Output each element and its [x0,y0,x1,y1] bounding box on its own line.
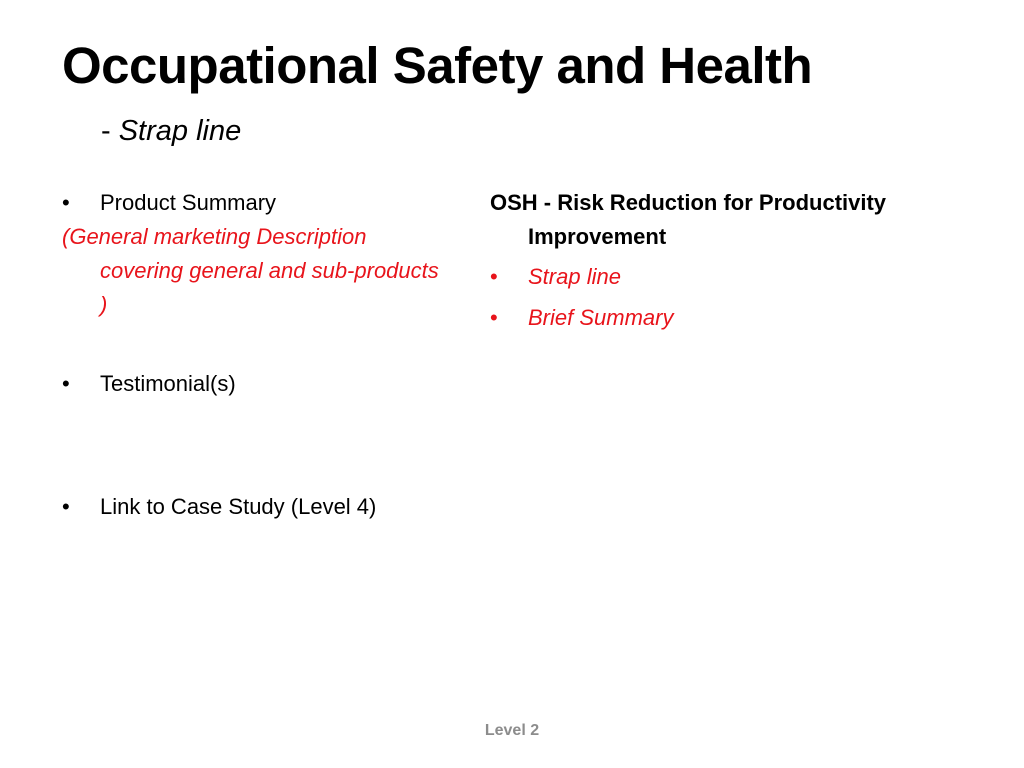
bullet-icon: • [62,371,70,396]
product-heading: OSH - Risk Reduction for Productivity Improvement [490,190,887,249]
list-item-brief-summary [490,301,960,335]
right-column [490,186,960,342]
bullet-icon: • [62,494,70,519]
testimonials-label: Testimonial(s) [100,371,236,396]
list-item-testimonials [62,367,452,401]
left-column [62,186,452,524]
strap-line-label: Strap line [528,264,621,289]
bullet-icon: • [62,190,70,215]
subtitle-dash: - [101,115,119,147]
list-item-strap-line [490,260,960,294]
slide-title: Occupational Safety and Health [62,37,813,94]
subtitle-text: Strap line [118,115,242,147]
product-summary-label: Product Summary [100,190,277,215]
bullet-icon: • [490,305,498,330]
case-study-link-label: Link to Case Study (Level 4) [100,494,377,519]
product-description: (General marketing Description covering general and sub-products ) [62,224,439,317]
bullet-icon: • [490,264,498,289]
footer-level-label: Level 2 [484,722,540,739]
slide-subtitle [101,114,241,149]
list-item-product-summary [62,186,452,220]
list-item-case-study [62,490,452,524]
right-bullet-list [490,260,960,335]
brief-summary-label: Brief Summary [528,305,674,330]
